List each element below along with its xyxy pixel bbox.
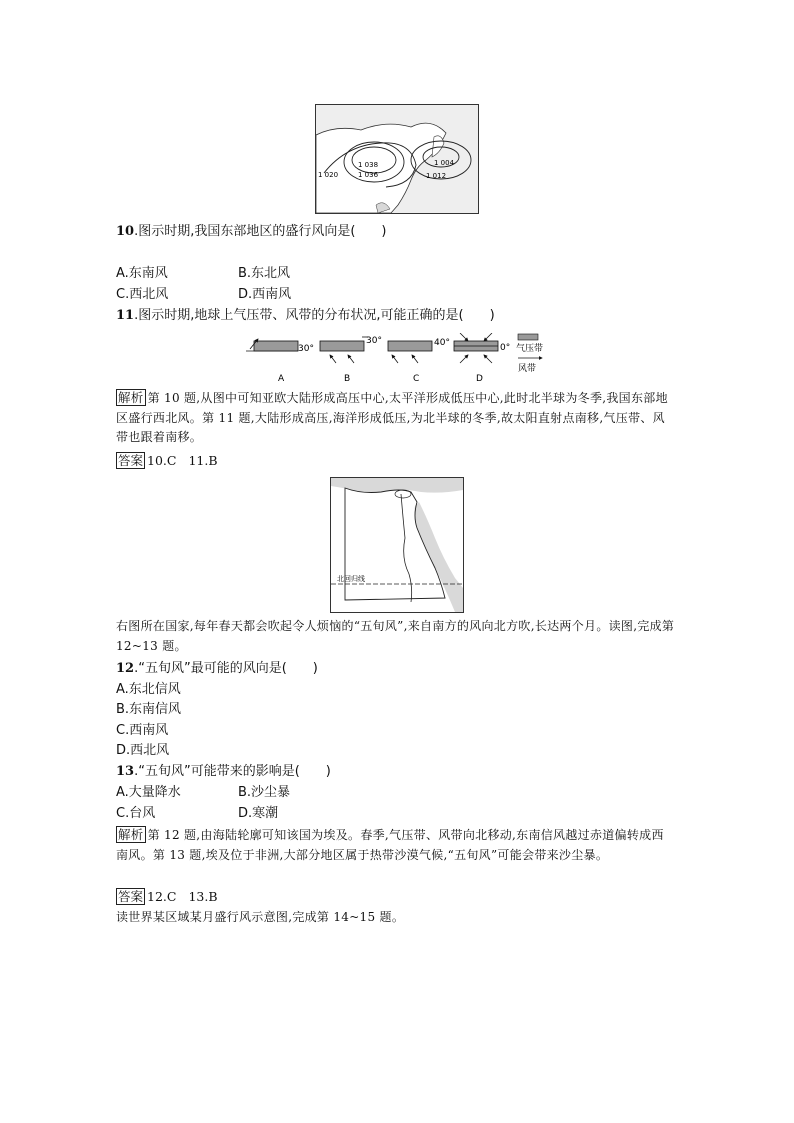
explanation-block — [116, 388, 676, 448]
diagram-option-c — [388, 338, 450, 384]
option[interactable]: A.大量降水 — [116, 785, 181, 800]
isobar-label: 1 004 — [434, 159, 455, 167]
degree-label: 30° — [298, 344, 314, 354]
question-text: .图示时期,地球上气压带、风带的分布状况,可能正确的是( ) — [134, 308, 495, 323]
diagram-label: D — [476, 374, 483, 384]
isobar-label: 1 012 — [426, 172, 447, 180]
question-number: 10 — [116, 224, 135, 239]
isobar-label: 1 020 — [318, 171, 339, 179]
explanation-tag: 解析 — [118, 827, 144, 842]
option[interactable]: C.西南风 — [116, 723, 169, 738]
egypt-map — [330, 477, 464, 613]
degree-label: 0° — [500, 343, 511, 353]
tropic-label: 北回归线 — [337, 575, 365, 583]
diagram-option-d — [454, 333, 510, 384]
answer-12: 12.C — [147, 889, 177, 904]
legend-pressure: 气压带 — [516, 344, 544, 354]
pressure-belt-diagram — [246, 333, 556, 385]
answer-tag: 答案 — [118, 453, 144, 468]
diagram-option-b — [320, 336, 382, 384]
question-number: 13 — [116, 764, 135, 779]
option[interactable]: D.西南风 — [238, 287, 292, 302]
explanation-tag: 解析 — [118, 390, 144, 405]
intro-paragraph: 读世界某区域某月盛行风示意图,完成第 14~15 题。 — [116, 910, 405, 924]
option[interactable]: B.沙尘暴 — [238, 785, 291, 800]
degree-label: 30° — [366, 336, 382, 346]
option[interactable]: D.西北风 — [116, 743, 170, 758]
question-text: .“五旬风”可能带来的影响是( ) — [134, 764, 331, 779]
explanation-text: 第 12 题,由海陆轮廓可知该国为埃及。春季,气压带、风带向北移动,东南信风越过赤道偏转成西南风。第 13 题,埃及位于非洲,大部分地区属于热带沙漠气候,“五旬风”可能会带来沙尘暴。 — [116, 828, 664, 862]
option[interactable]: A.东南风 — [116, 266, 168, 281]
question-11 — [116, 306, 495, 326]
isobar-map — [315, 104, 479, 214]
diagram-legend — [516, 334, 543, 374]
answer-11: 11.B — [188, 453, 218, 468]
answer-block — [116, 887, 218, 907]
isobar-label: 1 038 — [358, 161, 379, 169]
legend-wind: 风带 — [518, 364, 537, 374]
question-10 — [116, 222, 387, 242]
answer-10: 10.C — [147, 453, 177, 468]
question-13 — [116, 762, 331, 782]
isobar-label: 1 036 — [358, 171, 379, 179]
question-number: 12 — [116, 661, 135, 676]
question-text: .图示时期,我国东部地区的盛行风向是( ) — [134, 224, 387, 239]
question-text: .“五旬风”最可能的风向是( ) — [134, 661, 318, 676]
answer-13: 13.B — [188, 889, 218, 904]
diagram-label: B — [344, 374, 351, 384]
intro-paragraph: 右图所在国家,每年春天都会吹起令人烦恼的“五旬风”,来自南方的风向北方吹,长达两个月。读图,完成第 12~13 题。 — [116, 619, 675, 653]
answer-block — [116, 451, 218, 471]
question-12 — [116, 659, 318, 679]
diagram-label: C — [413, 374, 420, 384]
option[interactable]: C.西北风 — [116, 287, 169, 302]
question-number: 11 — [116, 308, 135, 323]
explanation-block — [116, 825, 676, 865]
explanation-text: 第 10 题,从图中可知亚欧大陆形成高压中心,太平洋形成低压中心,此时北半球为冬季,我国东部地区盛行西北风。第 11 题,大陆形成高压,海洋形成低压,为北半球的冬季,故太阳直射点南移,气压带、风带也跟着南移。 — [116, 391, 668, 444]
diagram-label: A — [278, 374, 285, 384]
option[interactable]: B.东北风 — [238, 266, 291, 281]
option[interactable]: A.东北信风 — [116, 682, 181, 697]
option[interactable]: B.东南信风 — [116, 702, 182, 717]
diagram-option-a — [246, 333, 314, 384]
option[interactable]: D.寒潮 — [238, 806, 279, 821]
answer-tag: 答案 — [118, 889, 144, 904]
degree-label: 40° — [434, 338, 450, 348]
option[interactable]: C.台风 — [116, 806, 156, 821]
